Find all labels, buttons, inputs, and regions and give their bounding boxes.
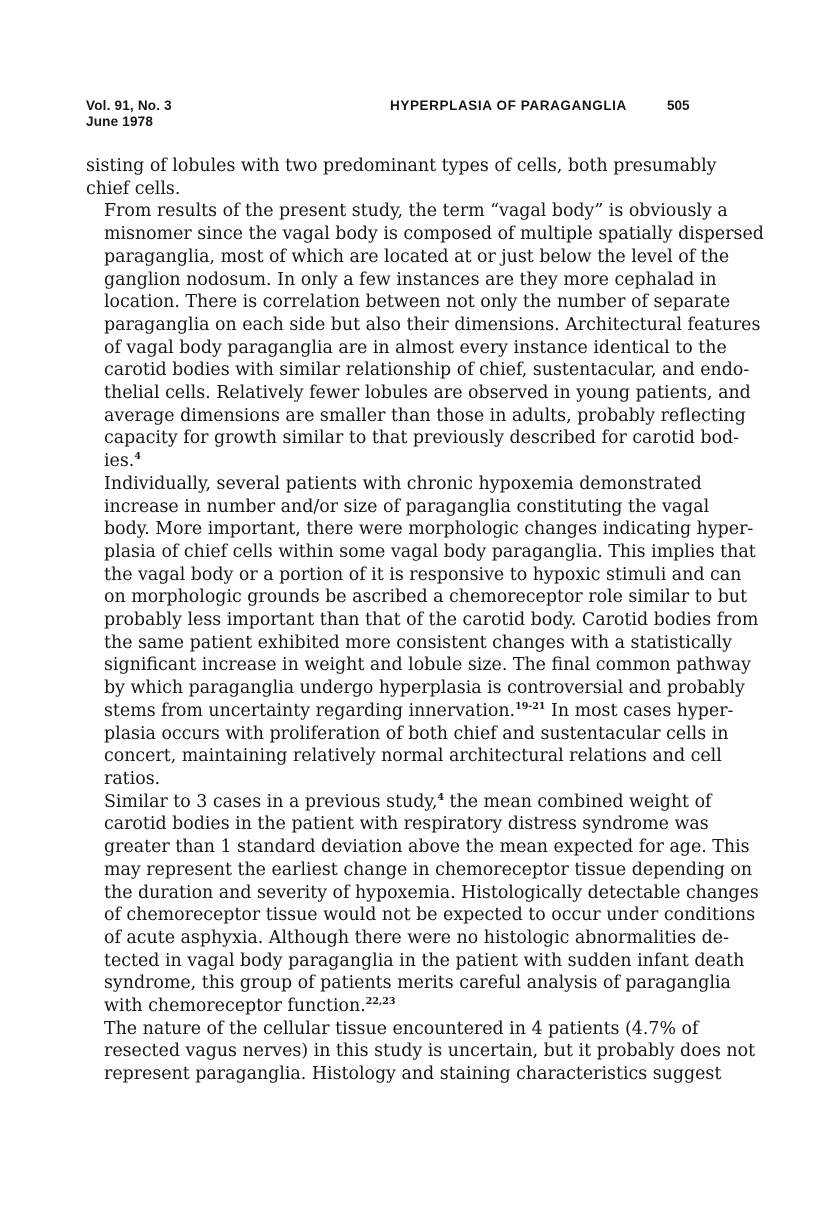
text-line: ganglion nodosum. In only a few instances are they more cephalad in bbox=[104, 269, 717, 290]
citation-ref: 19-21 bbox=[515, 700, 546, 712]
text-line: the duration and severity of hypoxemia. Histologically detectable changes bbox=[104, 882, 759, 903]
text-segment: stems from uncertainty regarding innervation. bbox=[104, 700, 516, 721]
running-title: HYPERPLASIA OF PARAGANGLIA bbox=[390, 98, 627, 113]
text-line: chief cells. bbox=[86, 178, 181, 199]
text-line: body. More important, there were morphologic changes indicating hyper- bbox=[104, 519, 754, 540]
text-line: the vagal body or a portion of it is responsive to hypoxic stimuli and can bbox=[104, 564, 742, 585]
text-line: paraganglia on each side but also their dimensions. Architectural features bbox=[104, 314, 761, 335]
text-segment: with chemoreceptor function. bbox=[104, 996, 366, 1017]
journal-citation bbox=[86, 98, 172, 130]
text-line: significant increase in weight and lobule size. The final common pathway bbox=[104, 655, 751, 676]
text-line: ratios. bbox=[104, 768, 161, 789]
citation-ref: 22,23 bbox=[365, 996, 396, 1008]
text-line: carotid bodies in the patient with respiratory distress syndrome was bbox=[104, 814, 709, 835]
text-line: tected in vagal body paraganglia in the patient with sudden infant death bbox=[104, 950, 745, 971]
text-line bbox=[86, 700, 734, 723]
text-line bbox=[86, 450, 694, 473]
paragraph-4 bbox=[86, 791, 759, 1018]
text-line: represent paraganglia. Histology and staining characteristics suggest bbox=[104, 1064, 722, 1085]
text-line bbox=[86, 791, 712, 814]
text-segment: ies. bbox=[104, 451, 135, 472]
volume-issue: Vol. 91, No. 3 bbox=[86, 98, 172, 113]
text-line: carotid bodies with similar relationship of chief, sustentacular, and endo- bbox=[104, 360, 750, 381]
text-line: syndrome, this group of patients merits careful analysis of paraganglia bbox=[104, 973, 731, 994]
text-line: sisting of lobules with two predominant types of cells, both presumably bbox=[86, 156, 717, 176]
text-line: paraganglia, most of which are located at or just below the level of the bbox=[104, 246, 730, 267]
text-line: thelial cells. Relatively fewer lobules are observed in young patients, and bbox=[104, 383, 751, 404]
paragraph-1 bbox=[86, 155, 717, 200]
text-line: of vagal body paraganglia are in almost every instance identical to the bbox=[104, 337, 727, 358]
paragraph-2 bbox=[86, 200, 764, 472]
text-line: plasia of chief cells within some vagal body paraganglia. This implies that bbox=[104, 541, 756, 562]
text-line: average dimensions are smaller than those in adults, probably reflecting bbox=[104, 405, 746, 426]
text-line: by which paraganglia undergo hyperplasia is controversial and probably bbox=[104, 678, 745, 699]
article-body bbox=[86, 155, 764, 1086]
text-line: From results of the present study, the term “vagal body” is obviously a bbox=[104, 201, 728, 222]
text-line: the same patient exhibited more consistent changes with a statistically bbox=[104, 632, 732, 653]
text-line: location. There is correlation between not only the number of separate bbox=[104, 292, 731, 313]
text-line: of acute asphyxia. Although there were no histologic abnormalities de- bbox=[104, 927, 729, 948]
citation-ref: 4 bbox=[437, 791, 445, 803]
text-line: probably less important than that of the carotid body. Carotid bodies from bbox=[104, 610, 759, 631]
text-line: misnomer since the vagal body is composed of multiple spatially dispersed bbox=[104, 224, 764, 245]
text-line: of chemoreceptor tissue would not be expected to occur under conditions bbox=[104, 905, 756, 926]
text-line: concert, maintaining relatively normal architectural relations and cell bbox=[104, 746, 722, 767]
text-segment: the mean combined weight of bbox=[444, 791, 712, 812]
text-line: plasia occurs with proliferation of both chief and sustentacular cells in bbox=[104, 723, 729, 744]
text-line: Individually, several patients with chronic hypoxemia demonstrated bbox=[104, 473, 702, 494]
issue-date: June 1978 bbox=[86, 114, 154, 129]
text-line: may represent the earliest change in chemoreceptor tissue depending on bbox=[104, 859, 753, 880]
paragraph-5 bbox=[86, 1018, 756, 1086]
paragraph-3 bbox=[86, 473, 759, 791]
text-line: increase in number and/or size of paraganglia constituting the vagal bbox=[104, 496, 710, 517]
text-line: capacity for growth similar to that previously described for carotid bod- bbox=[104, 428, 740, 449]
citation-ref: 4 bbox=[134, 451, 141, 463]
text-line: resected vagus nerves) in this study is uncertain, but it probably does not bbox=[104, 1041, 756, 1062]
text-segment: Similar to 3 cases in a previous study, bbox=[104, 791, 438, 812]
text-line: The nature of the cellular tissue encountered in 4 patients (4.7% of bbox=[104, 1018, 699, 1039]
text-line: greater than 1 standard deviation above the mean expected for age. This bbox=[104, 837, 750, 858]
text-segment: In most cases hyper- bbox=[545, 700, 734, 721]
text-line: on morphologic grounds be ascribed a chemoreceptor role similar to but bbox=[104, 587, 748, 608]
page-number: 505 bbox=[667, 98, 690, 113]
text-line bbox=[86, 995, 694, 1018]
